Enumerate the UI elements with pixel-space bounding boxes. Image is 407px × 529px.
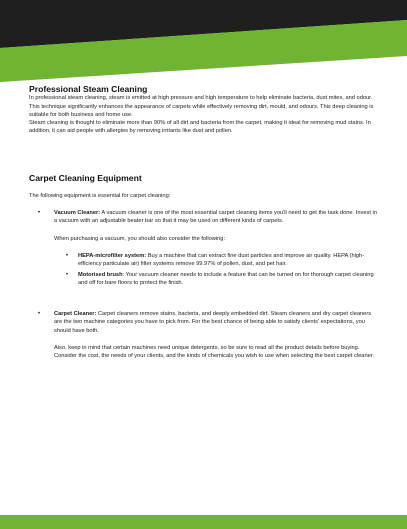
carpet-label: Carpet Cleaner: [54, 311, 97, 318]
carpet-text: Carpet cleaners remove stains, bacteria, and deeply embedded dirt. Steam cleaners and dry carpet cleaners are the two machine categories you have to pick from. For the best chance of being able to satisfy clients' expectations, you should have both. [54, 311, 372, 334]
motorised-text: : Your vacuum cleaner needs to include a feature that can be turned on for thorough carpet cleaning and off for bare floors to protect the finish. [78, 271, 374, 286]
vacuum-label: Vacuum Cleaner: [54, 210, 101, 217]
bullet-icon: • [38, 311, 41, 318]
list-item-carpet-cleaner [29, 310, 379, 360]
equipment-list [29, 209, 379, 360]
bullet-icon: • [38, 210, 41, 217]
bullet-icon: • [66, 253, 69, 260]
bullet-icon: • [66, 271, 69, 278]
paragraph-steam-1: In professional steam cleaning, steam is emitted at high pressure and high temperature to help eliminate bacteria, dust mites, and odour. This technique significantly enhances the appearance of carpets while effectively removing dirt, mould, and odours. This deep cleaning is suitable for both business and home use. [29, 95, 374, 118]
list-item-motorised-brush [54, 271, 379, 288]
vacuum-considerations-list [54, 252, 379, 287]
vacuum-text: A vacuum cleaner is one of the most essential carpet cleaning items you'll need to get the task done. Invest in a vacuum with an adjustable beater bar so that it may be used on different kinds of carpets. [54, 210, 377, 225]
header-band [0, 0, 407, 90]
section-title-steam-cleaning: Professional Steam Cleaning [29, 84, 148, 94]
hepa-text: Buy a machine that can extract fine dust particles and improve air quality. HEPA (high-efficiency particulate air) filter systems remove 99.97% of pollen, dust, and pet hair. [78, 253, 365, 268]
section-title-equipment: Carpet Cleaning Equipment [29, 172, 142, 183]
vacuum-consider: When purchasing a vacuum, you should also consider the following: [54, 235, 226, 242]
motorised-label: Motorised brush [78, 271, 123, 278]
hepa-label: HEPA-microfilter system: [78, 253, 147, 260]
list-item-vacuum-cleaner [29, 209, 379, 287]
paragraph-steam-2: Steam cleaning is thought to eliminate more than 90% of all dirt and bacteria from the carpet, making it ideal for removing mud stains. In addition, it can aid people with allergies by removing irritants like dust and pollen. [29, 120, 371, 135]
footer-band [0, 515, 407, 529]
list-item-hepa [54, 252, 379, 269]
equipment-intro: The following equipment is essential for carpet cleaning: [29, 192, 171, 199]
document-body [29, 84, 379, 360]
carpet-also: Also, keep in mind that certain machines need unique detergents, so be sure to read all the product details before buying. Consider the cost, the needs of your clients, and the kinds of chemicals you wish to use when selecting the best carpet cleaner. [54, 344, 374, 360]
